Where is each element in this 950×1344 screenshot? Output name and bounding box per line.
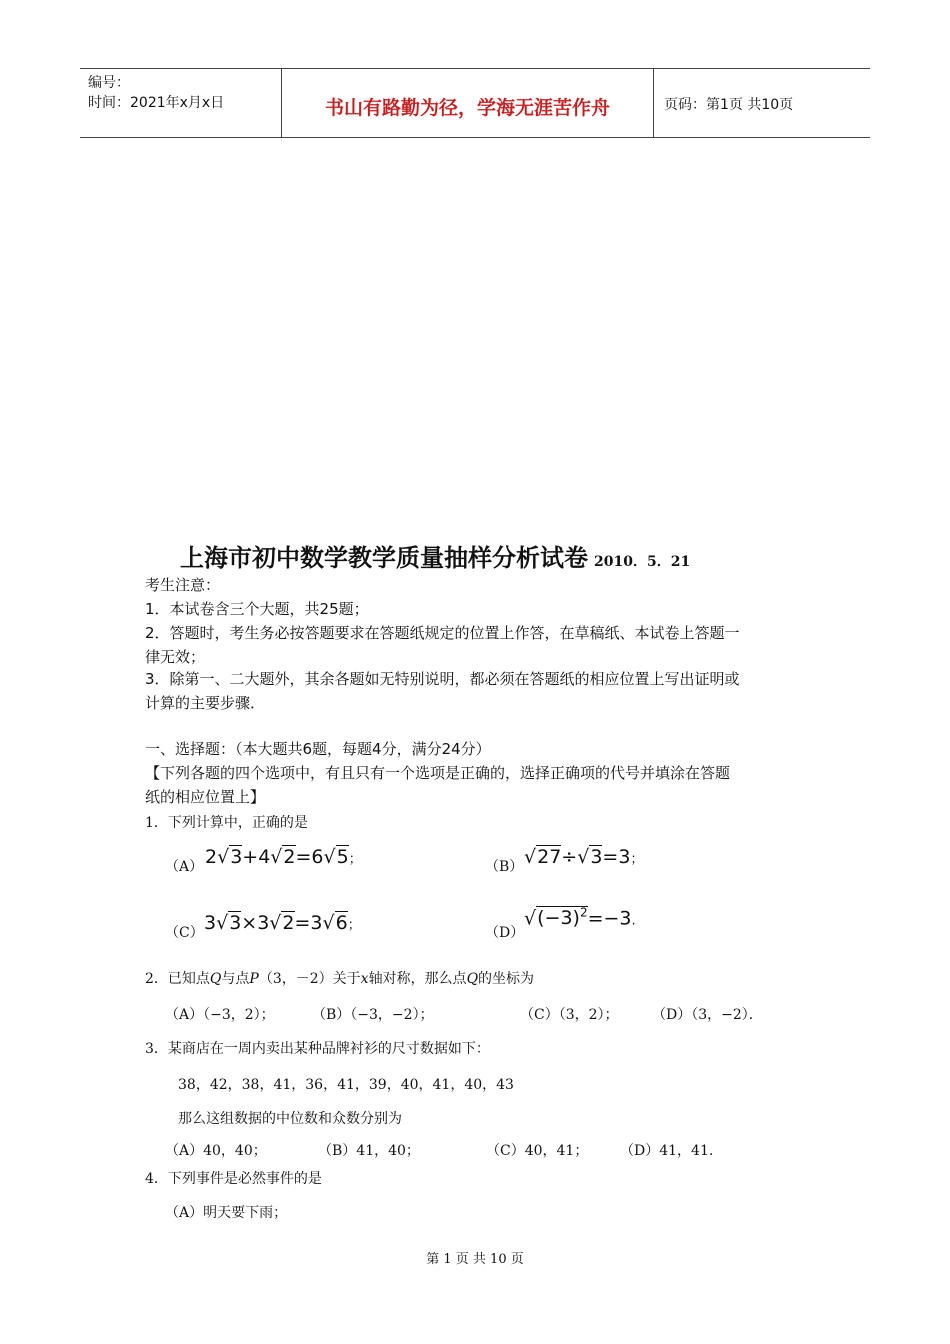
q3-question: 那么这组数据的中位数和众数分别为 <box>178 1111 402 1127</box>
section-heading: 一、选择题：（本大题共6题，每题4分，满分24分） <box>145 740 491 758</box>
header-meta <box>88 73 224 113</box>
q2-option-c: （C）（3，2）； <box>520 1007 619 1023</box>
header-motto: 书山有路勤为径，学海无涯苦作舟 <box>324 97 610 119</box>
question-4-stem: 4．下列事件是必然事件的是 <box>145 1171 322 1187</box>
page-title <box>180 538 690 573</box>
question-3-stem: 3．某商店在一周内卖出某种品牌衬衫的尺寸数据如下： <box>145 1041 490 1057</box>
q1-option-c-label: （C） <box>165 925 204 941</box>
title-text: 上海市初中数学教学质量抽样分析试卷 <box>180 544 588 572</box>
header-divider <box>653 69 654 137</box>
notice-item: 2．答题时，考生务必按答题要求在答题纸规定的位置上作答，在草稿纸、本试卷上答题一 <box>145 624 740 642</box>
q4-option-a: （A）明天要下雨； <box>165 1205 288 1221</box>
title-date: 2010．5．21 <box>594 554 691 570</box>
page-footer: 第 1 页 共 10 页 <box>426 1252 524 1267</box>
q1-option-b-expr: √27÷√3=3； <box>524 846 644 868</box>
q1-option-d-expr: $√(-3)^2=-3$. <box>524 906 636 930</box>
page-header <box>80 68 870 138</box>
q2-option-d: （D）（3，−2）． <box>652 1007 763 1023</box>
q2-option-b: （B）（−3，−2）； <box>312 1007 434 1023</box>
notice-item: 3．除第一、二大题外，其余各题如无特别说明，都必须在答题纸的相应位置上写出证明或 <box>145 670 740 688</box>
q3-option-b: （B）41，40； <box>318 1143 420 1159</box>
notice-item: 1．本试卷含三个大题，共25题； <box>145 600 369 618</box>
q1-option-c-expr: 3√3×3√2=3√6； <box>204 912 361 934</box>
date-label: 时间：2021年x月x日 <box>88 95 225 111</box>
question-1-stem: 1．下列计算中，正确的是 <box>145 815 308 831</box>
q2-option-a: （A）（−3，2）； <box>165 1007 275 1023</box>
q1-option-a-label: （A） <box>165 859 204 875</box>
section-instruction: 【下列各题的四个选项中，有且只有一个选项是正确的，选择正确项的代号并填涂在答题 <box>145 764 731 782</box>
notice-item: 计算的主要步骤． <box>145 694 266 712</box>
q3-data: 38，42，38，41，36，41，39，40，41，40，43 <box>178 1077 514 1093</box>
number-label: 编号： <box>88 75 130 91</box>
q1-option-b-label: （B） <box>485 859 524 875</box>
q3-option-d: （D）41，41. <box>620 1143 714 1159</box>
q1-option-d-label: （D） <box>485 925 525 941</box>
question-2-stem: 2．已知点Q与点P（3，－2）关于x轴对称，那么点Q的坐标为 <box>145 971 535 987</box>
notice-item: 律无效； <box>145 648 206 666</box>
notice-heading: 考生注意： <box>145 576 221 594</box>
q3-option-c: （C）40，41； <box>486 1143 589 1159</box>
section-instruction: 纸的相应位置上】 <box>145 788 266 806</box>
q1-option-a-expr: 2√3+4√2=6√5； <box>205 846 362 868</box>
q3-option-a: （A）40，40； <box>165 1143 267 1159</box>
header-page-label: 页码：第1页 共10页 <box>664 97 794 113</box>
